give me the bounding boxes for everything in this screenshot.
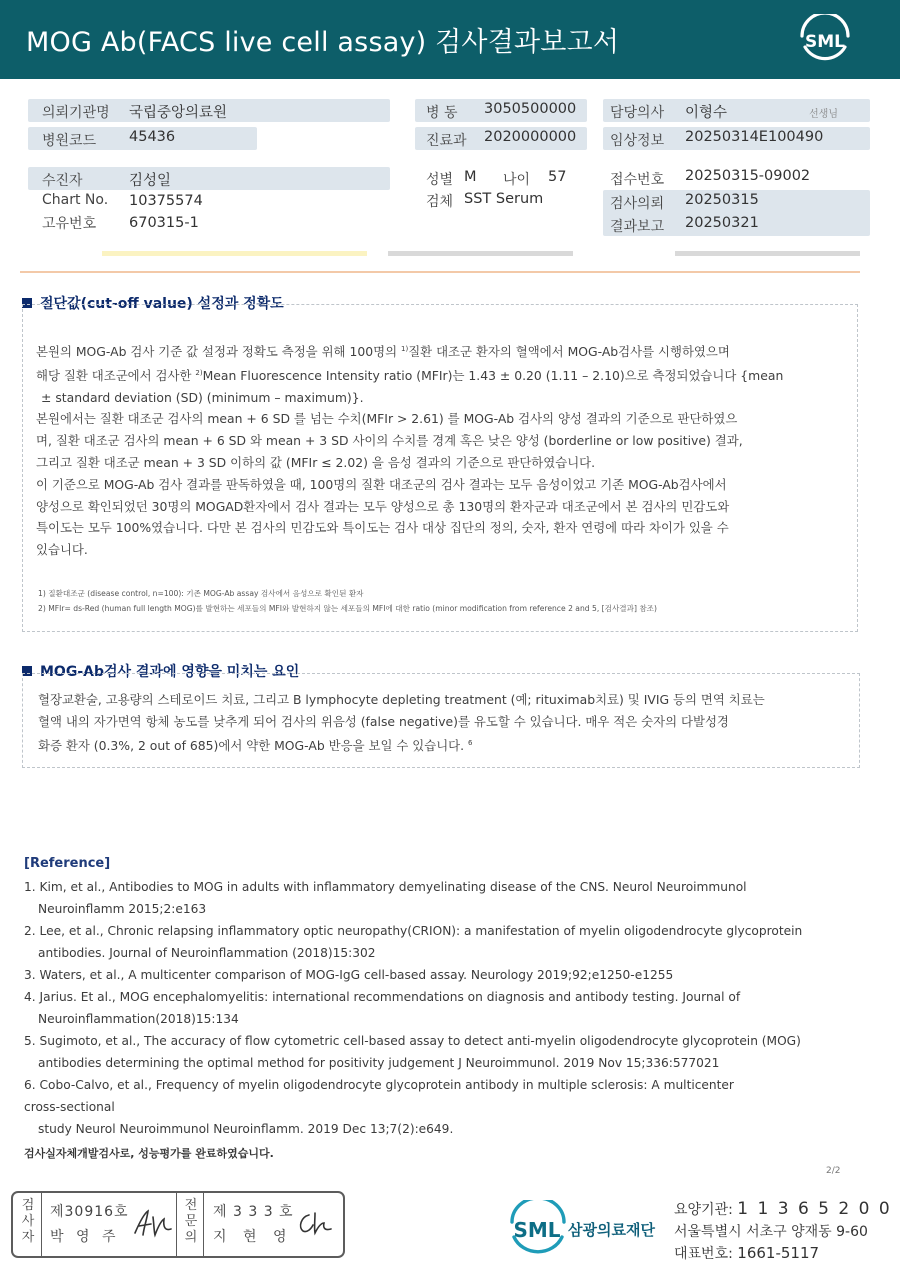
clinical-label: 임상정보 (610, 133, 665, 149)
cutoff-line-9: 특이도는 모두 100%였습니다. 다만 본 검사의 민감도와 특이도는 검사 대상 집단의 정의, 숫자, 환자 연령에 따라 차이가 있을 수 (36, 520, 729, 536)
reference-title: [Reference] (24, 856, 111, 871)
doctor-value: 이형수 (685, 105, 728, 121)
receipt-value: 20250315-09002 (685, 168, 811, 184)
cutoff-line-5: 며, 질환 대조군 검사의 mean + 6 SD 와 mean + 3 SD 사이의 수치를 경계 혹은 낮은 양성 (borderline or low positive) 결과, (36, 433, 743, 449)
doctor-label: 담당의사 (610, 105, 665, 121)
hospital-code-value: 45436 (129, 129, 176, 145)
footnote-mark-2: 2) (195, 368, 203, 377)
accent-bar-gray-2 (675, 251, 860, 256)
page-number: 2/2 (826, 1166, 841, 1176)
footer-logo (508, 1200, 658, 1258)
sex-value: M (464, 169, 477, 185)
request-label: 검사의뢰 (610, 196, 665, 212)
patient-label: 수진자 (42, 173, 83, 189)
cutoff-line-6: 그리고 질환 대조군 mean + 3 SD 이하의 값 (MFIr ≤ 2.02) 을 음성 결과의 기준으로 판단하였습니다. (36, 454, 596, 470)
reference-1-cont: Neuroinflamm 2015;2:e163 (38, 902, 207, 916)
uid-value: 670315-1 (129, 215, 199, 231)
reference-5: 5. Sugimoto, et al., The accuracy of flow cytometric cell-based assay to detect anti-myelin oligodendrocyte glycoprotein (MOG) (24, 1034, 801, 1048)
reference-1: 1. Kim, et al., Antibodies to MOG in adults with inflammatory demyelinating disease of the CNS. Neurol Neuroimmunol (24, 880, 747, 894)
footer-phone: 대표번호: 1661-5117 (674, 1244, 820, 1262)
report-value: 20250321 (685, 215, 759, 231)
technician-name: 박 영 주 (50, 1229, 120, 1245)
cutoff-paragraph (36, 339, 783, 561)
institution-value: 국립중앙의료원 (129, 105, 228, 121)
accent-bar-gray-1 (388, 251, 573, 256)
factors-line-2: 혈액 내의 자가면역 항체 농도를 낮추게 되어 검사의 위음성 (false negative)를 유도할 수 있습니다. 매우 적은 숫자의 다발성경 (38, 713, 729, 729)
factors-line-1: 혈장교환술, 고용량의 스테로이드 치료, 그리고 B lymphocyte depleting treatment (예; rituximab치료) 및 IVIG 등의 면역 치료는 (38, 692, 765, 707)
sex-label: 성별 (426, 172, 454, 188)
reference-3: 3. Waters, et al., A multicenter comparison of MOG-IgG cell-based assay. Neurology 2019;92;e1250-e1255 (24, 968, 674, 982)
footer-logo-text: SML (513, 1218, 561, 1242)
report-label: 결과보고 (610, 219, 665, 235)
reference-4-cont: Neuroinflammation(2018)15:134 (38, 1012, 239, 1026)
clinical-value: 20250314E100490 (685, 129, 824, 145)
doctor-sign-name: 지 현 영 (213, 1229, 293, 1245)
signature-divider-1 (41, 1193, 42, 1256)
footer-license: 요양기관: 1 1 3 6 5 2 0 0 (674, 1199, 892, 1219)
reference-6-cont: cross-sectional (24, 1100, 115, 1114)
certification-note: 검사실자체개발검사로, 성능평가를 완료하였습니다. (24, 1147, 274, 1160)
chart-value: 10375574 (129, 193, 203, 209)
cutoff-line-3: ± standard deviation (SD) (minimum – maximum)}. (41, 389, 364, 405)
technician-label: 검 사 자 (21, 1198, 35, 1245)
specimen-value: SST Serum (464, 191, 544, 207)
cutoff-line-1: 본원의 MOG-Ab 검사 기준 값 설정과 정확도 측정을 위해 100명의 $^{1)}$질환 대조군 환자의 혈액에서 MOG-Ab검사를 시행하였으며 (36, 344, 730, 359)
sml-logo (796, 14, 854, 64)
footer-org-name: 삼광의료재단 (568, 1221, 655, 1239)
signature-divider-3 (203, 1193, 204, 1256)
cutoff-line-10: 있습니다. (36, 542, 88, 558)
ref-mark: 6 (468, 738, 473, 747)
report-title: MOG Ab(FACS live cell assay) 검사결과보고서 (26, 27, 620, 58)
cutoff-line-4: 본원에서는 질환 대조군 검사의 mean + 6 SD 를 넘는 수치(MFIr > 2.61) 를 MOG-Ab 검사의 양성 결과의 기준으로 판단하였으 (36, 411, 738, 427)
technician-license: 제30916호 (50, 1204, 129, 1220)
reference-2-cont: antibodies. Journal of Neuroinflammation (2018)15:302 (38, 946, 376, 960)
doctor-sign-label: 전 문 의 (184, 1198, 198, 1245)
footnote-1: 1) 질환대조군 (disease control, n=100): 기존 MOG-Ab assay 검사에서 음성으로 확인된 환자 (38, 589, 364, 598)
signature-box (11, 1191, 345, 1258)
factors-section-title-text: MOG-Ab검사 결과에 영향을 미치는 요인 (40, 664, 300, 680)
ward-value: 3050500000 (484, 101, 577, 117)
dept-value: 2020000000 (484, 129, 577, 145)
uid-label: 고유번호 (42, 216, 97, 232)
dept-label: 진료과 (426, 133, 467, 149)
doctor-signature-icon (295, 1209, 335, 1239)
footnote-mark-1: 1) (401, 345, 409, 353)
report-header (0, 0, 900, 79)
reference-6-cont-2: study Neurol Neuroimmunol Neuroinflamm. 2019 Dec 13;7(2):e649. (38, 1122, 454, 1136)
technician-signature-icon (131, 1207, 175, 1241)
patient-value: 김성일 (129, 173, 172, 189)
age-label: 나이 (503, 172, 531, 188)
section-divider (20, 271, 860, 273)
specimen-label: 검체 (426, 194, 454, 210)
receipt-label: 접수번호 (610, 172, 665, 188)
sml-logo-text: SML (805, 32, 845, 52)
request-value: 20250315 (685, 192, 759, 208)
signature-divider-2 (176, 1193, 177, 1256)
cutoff-line-7: 이 기준으로 MOG-Ab 검사 결과를 판독하였을 때, 100명의 질환 대조군의 검사 결과는 모두 음성이었고 기존 MOG-Ab검사에서 (36, 476, 727, 492)
footnote-2: 2) MFIr= ds-Red (human full length MOG)를 발현하는 세포들의 MFI와 발현하지 않는 세포들의 MFI에 대한 ratio (minor modification from reference 2 and 5, [검사결과] 참조) (38, 604, 657, 613)
institution-label: 의뢰기관명 (42, 105, 110, 121)
ward-label: 병 동 (426, 105, 458, 121)
reference-2: 2. Lee, et al., Chronic relapsing inflammatory optic neuropathy(CRION): a manifestation of myelin oligodendrocyte glycoprotein (24, 924, 803, 938)
reference-4: 4. Jarius. Et al., MOG encephalomyelitis: international recommendations on diagnosis and antibody testing. Journal of (24, 990, 741, 1004)
factors-line-3: 화증 환자 (0.3%, 2 out of 685)에서 약한 MOG-Ab 반응을 보일 수 있습니다. $^6$ (38, 737, 473, 753)
cutoff-line-8: 양성으로 확인되었던 30명의 MOGAD환자에서 검사 결과는 모두 양성으로 총 130명의 환자군과 대조군에서 본 검사의 민감도와 (36, 498, 730, 514)
factors-paragraph (38, 689, 765, 756)
cutoff-section-title-text: 절단값(cut-off value) 설정과 정확도 (40, 296, 284, 312)
age-value: 57 (548, 169, 567, 185)
reference-5-cont: antibodies determining the optimal method for positivity judgement J Neuroimmunol. 2019 Nov 15;336:577021 (38, 1056, 720, 1070)
chart-label: Chart No. (42, 192, 109, 208)
doctor-license: 제 3 3 3 호 (213, 1204, 294, 1220)
doctor-suffix: 선생님 (809, 109, 838, 120)
footer-address: 서울특별시 서초구 양재동 9-60 (674, 1224, 868, 1240)
cutoff-line-2: 해당 질환 대조군에서 검사한 $^{2)}$Mean Fluorescence Intensity ratio (MFIr)는 1.43 ± 0.20 (1.11 – 2.10)으로 측정되었습니다 {mean (36, 367, 784, 383)
hospital-code-label: 병원코드 (42, 133, 97, 149)
reference-6: 6. Cobo-Calvo, et al., Frequency of myelin oligodendrocyte glycoprotein antibody in multiple sclerosis: A multicenter (24, 1078, 734, 1092)
accent-bar-yellow (102, 251, 367, 256)
